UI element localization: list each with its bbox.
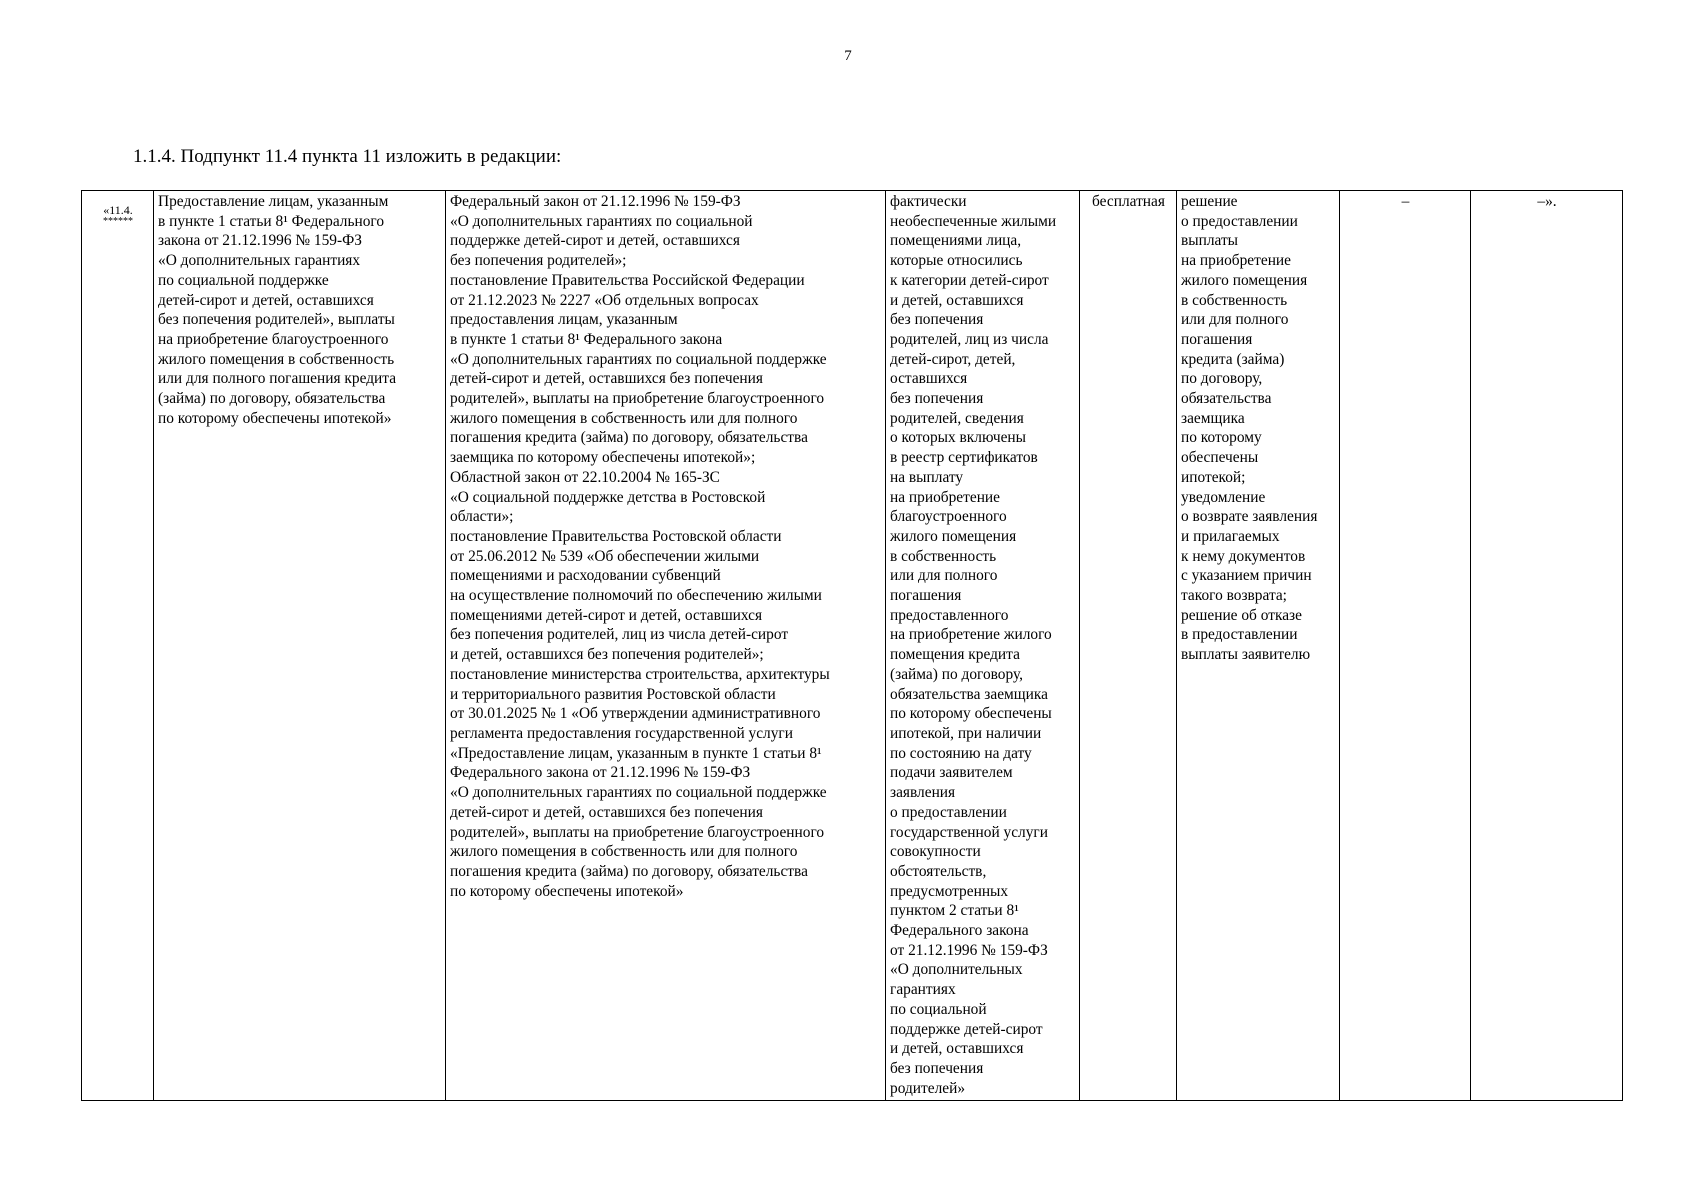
table-row: [82, 191, 1623, 1101]
page-number: 7: [844, 48, 852, 64]
recipients-cell: фактически необеспеченные жилыми помещениями лица, которые относились к категории детей-сирот и детей, оставшихся без попечения родителей, лиц из числа детей-сирот, детей, оставшихся без попечения родителей, сведения о которых включены в реестр сертификатов на выплату на приобретение благоустроенного жилого помещения в собственность или для полного погашения предоставленного на приобретение жилого помещения кредита (займа) по договору, обязательства заемщика по которому обеспечены ипотекой, при наличии по состоянию на дату подачи заявителем заявления о предоставлении государственной услуги совокупности обстоятельств, предусмотренных пунктом 2 статьи 8¹ Федерального закона от 21.12.1996 № 159-ФЗ «О дополнительных гарантиях по социальной поддержке детей-сирот и детей, оставшихся без попечения родителей»: [886, 191, 1080, 1101]
section-heading: 1.1.4. Подпункт 11.4 пункта 11 изложить в редакции:: [133, 146, 562, 167]
row-number: «11.4.: [103, 203, 133, 217]
legal-basis-cell: Федеральный закон от 21.12.1996 № 159-ФЗ «О дополнительных гарантиях по социальной поддержке детей-сирот и детей, оставшихся без попечения родителей»; постановление Правительства Российской Федерации от 21.12.2023 № 2227 «Об отдельных вопросах предоставления лицам, указанным в пункте 1 статьи 8¹ Федерального закона «О дополнительных гарантиях по социальной поддержке детей-сирот и детей, оставшихся без попечения родителей», выплаты на приобретение благоустроенного жилого помещения в собственность или для полного погашения кредита (займа) по договору, обязательства заемщика по которому обеспечены ипотекой»; Областной закон от 22.10.2004 № 165-ЗС «О социальной поддержке детства в Ростовской области»; постановление Правительства Ростовской области от 25.06.2012 № 539 «Об обеспечении жилыми помещениями и расходовании субвенций на осуществление полномочий по обеспечению жилыми помещениями детей-сирот и детей, оставшихся без попечения родителей, лиц из числа детей-сирот и детей, оставшихся без попечения родителей»; постановление министерства строительства, архитектуры и территориального развития Ростовской области от 30.01.2025 № 1 «Об утверждении административного регламента предоставления государственной услуги «Предоставление лицам, указанным в пункте 1 статьи 8¹ Федерального закона от 21.12.1996 № 159-ФЗ «О дополнительных гарантиях по социальной поддержке детей-сирот и детей, оставшихся без попечения родителей», выплаты на приобретение благоустроенного жилого помещения в собственность или для полного погашения кредита (займа) по договору, обязательства по которому обеспечены ипотекой»: [446, 191, 886, 1101]
service-name-cell: Предоставление лицам, указанным в пункте 1 статьи 8¹ Федерального закона от 21.12.1996 № 159-ФЗ «О дополнительных гарантиях по социальной поддержке детей-сирот и детей, оставшихся без попечения родителей», выплаты на приобретение благоустроенного жилого помещения в собственность или для полного погашения кредита (займа) по договору, обязательства по которому обеспечены ипотекой»: [154, 191, 446, 1101]
row-footnote-marks: ******: [103, 216, 133, 227]
service-table: [81, 190, 1623, 1101]
row-number-cell: [82, 191, 154, 1101]
dash-cell: –: [1340, 191, 1471, 1101]
result-cell: решение о предоставлении выплаты на приобретение жилого помещения в собственность или для полного погашения кредита (займа) по договору, обязательства заемщика по которому обеспечены ипотекой; уведомление о возврате заявления и прилагаемых к нему документов с указанием причин такого возврата; решение об отказе в предоставлении выплаты заявителю: [1177, 191, 1340, 1101]
payment-cell: бесплатная: [1080, 191, 1177, 1101]
closing-cell: –».: [1471, 191, 1623, 1101]
